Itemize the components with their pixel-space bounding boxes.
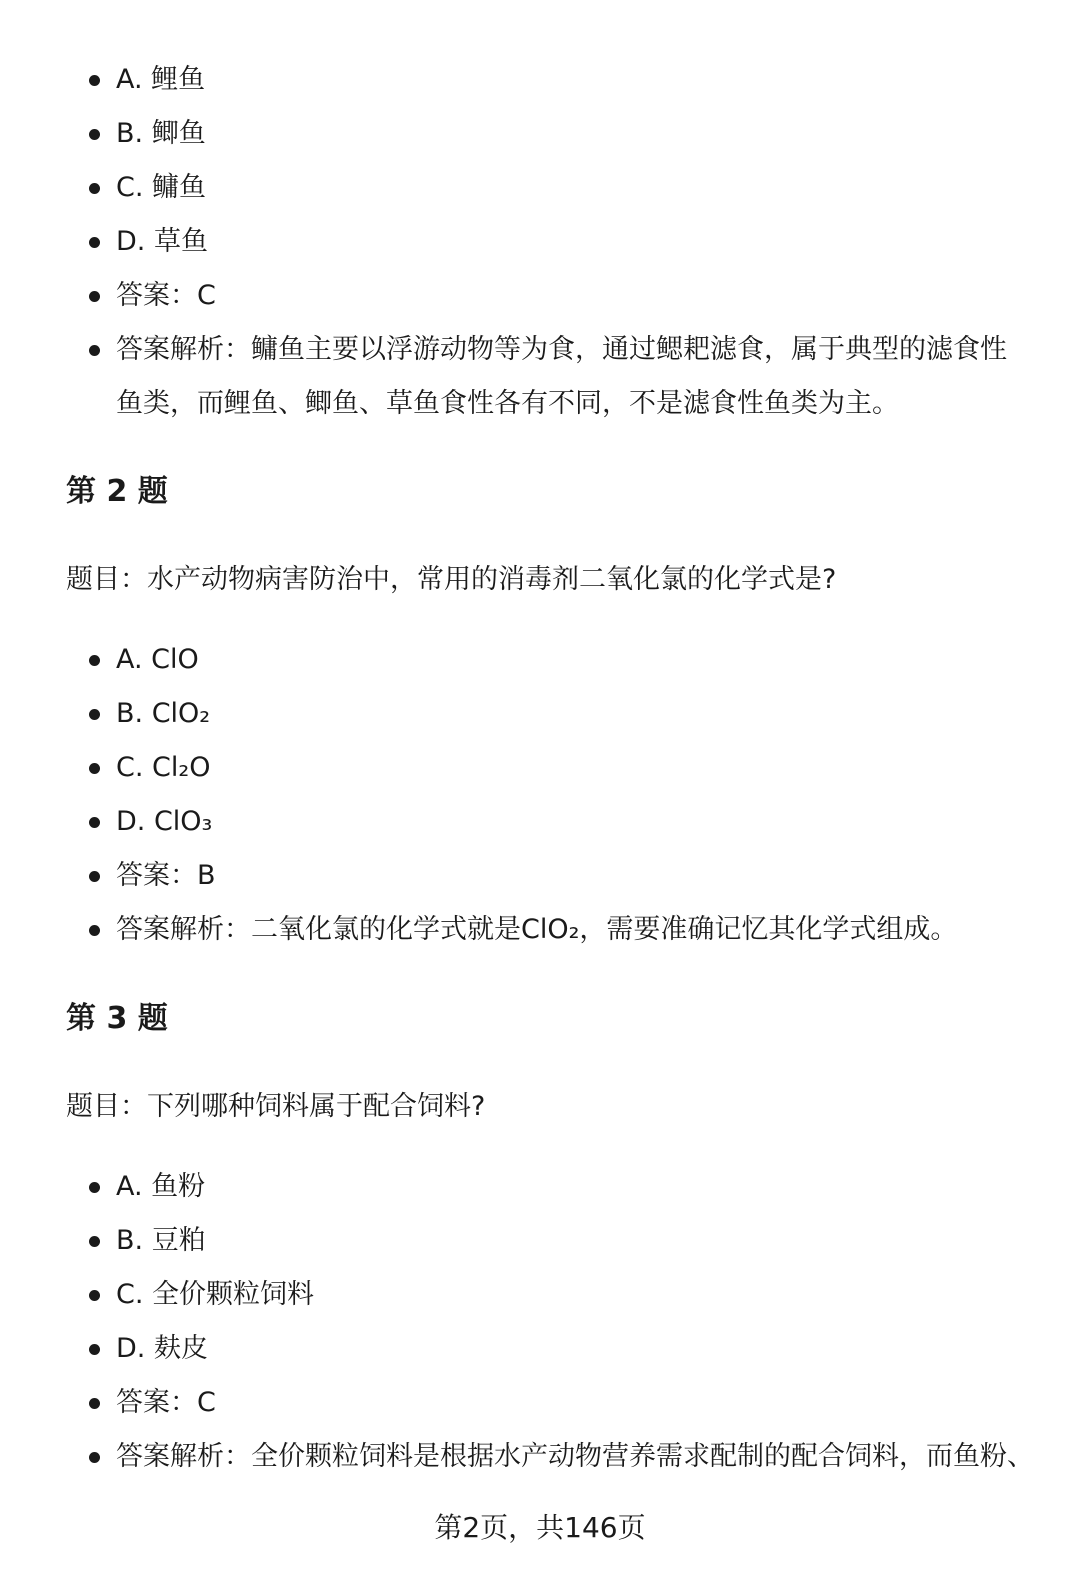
q3-heading: 第 3 题 — [66, 1001, 168, 1036]
bullet-icon — [89, 237, 100, 248]
q2-option-list — [0, 633, 1080, 957]
q2-answer: 答案：B — [0, 849, 1080, 903]
q1-option-c: C. 鳙鱼 — [0, 161, 1080, 215]
q3-option-c: C. 全价颗粒饲料 — [0, 1268, 1080, 1322]
q3-option-list — [0, 1160, 1080, 1484]
page-number: 第2页，共146页 — [434, 1511, 646, 1544]
q3-option-d: D. 麸皮 — [0, 1322, 1080, 1376]
q3-option-b: B. 豆粕 — [0, 1214, 1080, 1268]
q2-heading: 第 2 题 — [66, 474, 168, 509]
bullet-icon — [89, 1290, 100, 1301]
bullet-icon — [89, 925, 100, 936]
q1-option-a: A. 鲤鱼 — [0, 53, 1080, 107]
q2-option-b: B. ClO₂ — [0, 687, 1080, 741]
bullet-icon — [89, 763, 100, 774]
q3-explanation: 答案解析：全价颗粒饲料是根据水产动物营养需求配制的配合饲料，而鱼粉、 — [0, 1430, 1080, 1484]
bullet-icon — [89, 1398, 100, 1409]
q2-option-d: D. ClO₃ — [0, 795, 1080, 849]
q3-option-a: A. 鱼粉 — [0, 1160, 1080, 1214]
q3-answer: 答案：C — [0, 1376, 1080, 1430]
q1-answer: 答案：C — [0, 269, 1080, 323]
bullet-icon — [89, 1452, 100, 1463]
bullet-icon — [89, 129, 100, 140]
bullet-icon — [89, 75, 100, 86]
bullet-icon — [89, 1182, 100, 1193]
bullet-icon — [89, 655, 100, 666]
q1-explanation: 答案解析：鳙鱼主要以浮游动物等为食，通过鳃耙滤食，属于典型的滤食性鱼类，而鲤鱼、鲫鱼、草鱼食性各有不同，不是滤食性鱼类为主。 — [0, 323, 1080, 431]
q2-option-c: C. Cl₂O — [0, 741, 1080, 795]
bullet-icon — [89, 1236, 100, 1247]
bullet-icon — [89, 709, 100, 720]
q1-option-list — [0, 53, 1080, 431]
q1-option-d: D. 草鱼 — [0, 215, 1080, 269]
q2-option-a: A. ClO — [0, 633, 1080, 687]
q2-question: 题目：水产动物病害防治中，常用的消毒剂二氧化氯的化学式是? — [66, 564, 837, 595]
bullet-icon — [89, 871, 100, 882]
q2-explanation: 答案解析：二氧化氯的化学式就是ClO₂，需要准确记忆其化学式组成。 — [0, 903, 1080, 957]
bullet-icon — [89, 345, 100, 356]
q1-option-b: B. 鲫鱼 — [0, 107, 1080, 161]
bullet-icon — [89, 183, 100, 194]
bullet-icon — [89, 1344, 100, 1355]
q3-question: 题目：下列哪种饲料属于配合饲料? — [66, 1091, 486, 1122]
bullet-icon — [89, 817, 100, 828]
bullet-icon — [89, 291, 100, 302]
